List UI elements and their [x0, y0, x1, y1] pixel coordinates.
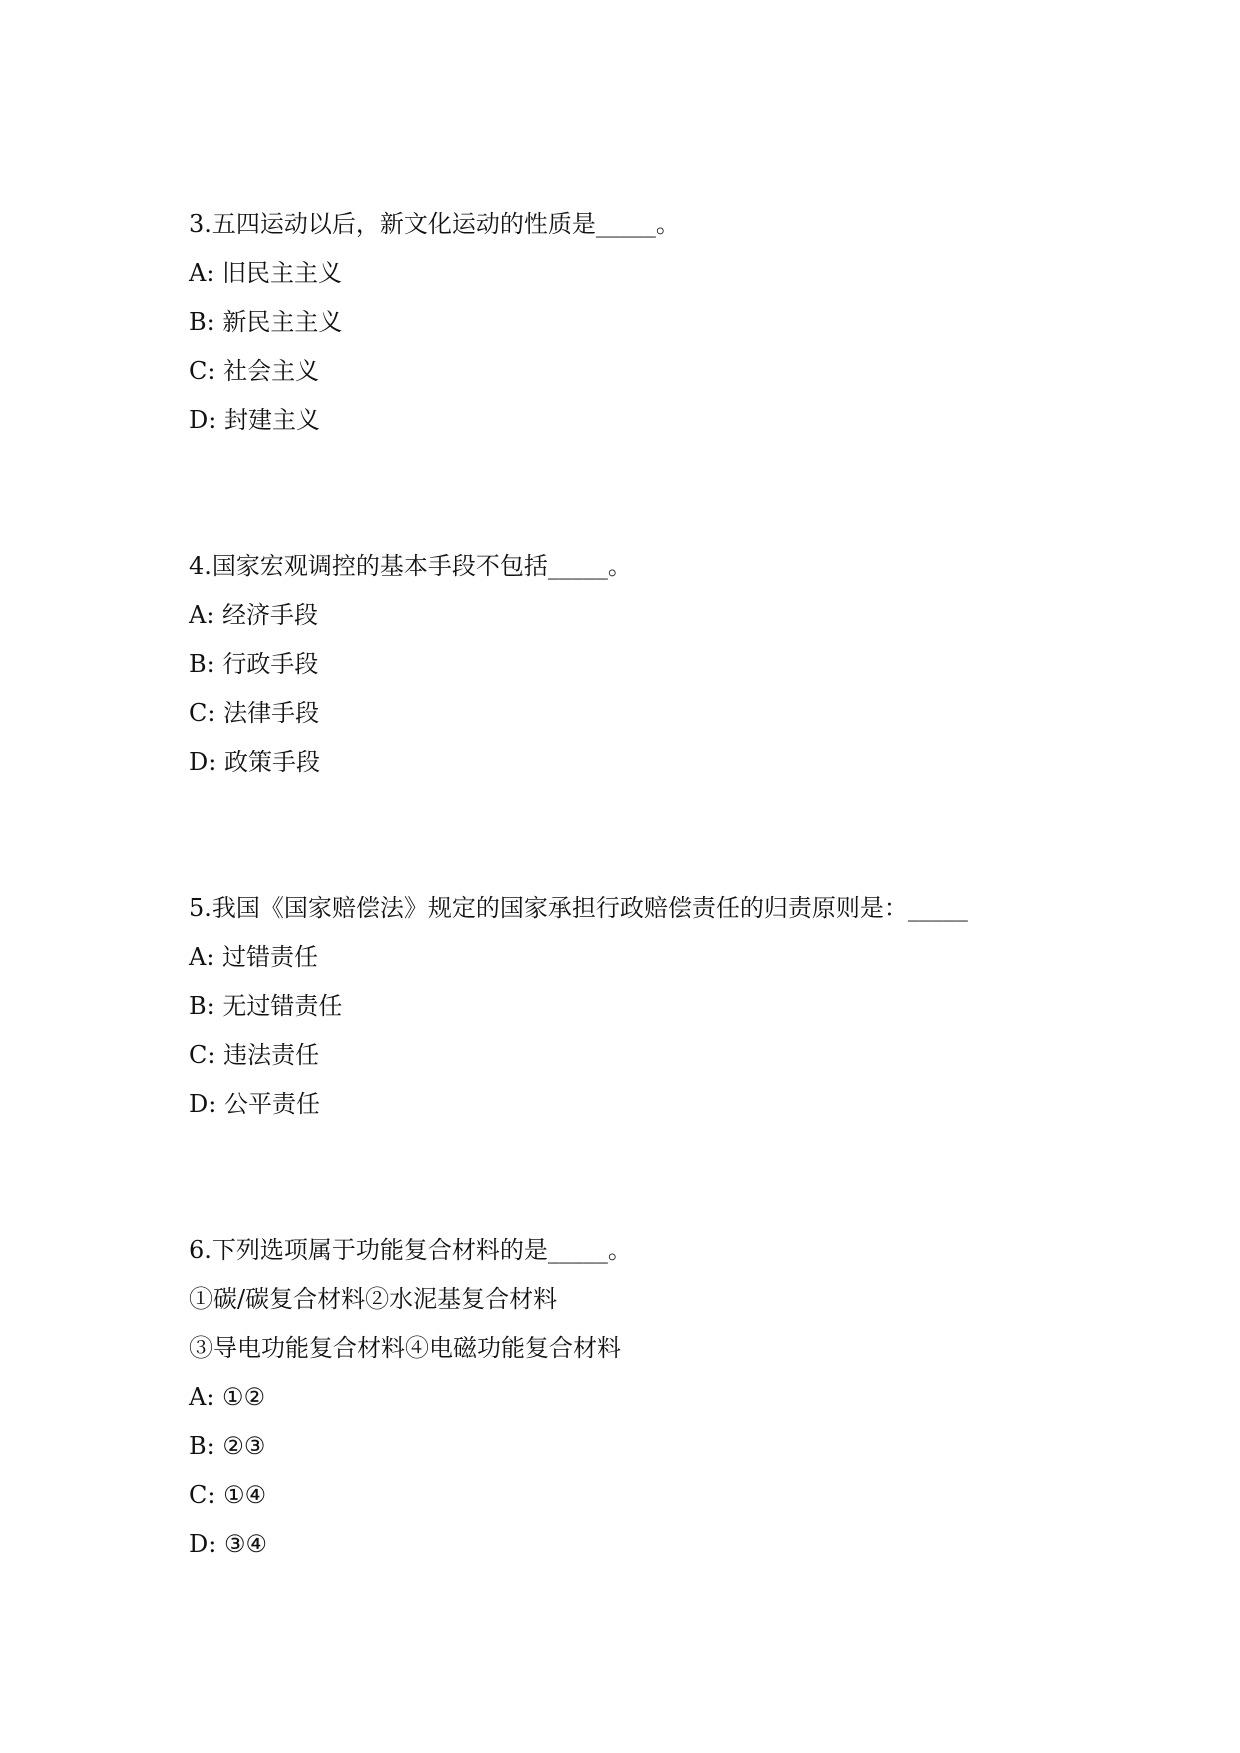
option-c: C: ①④	[189, 1481, 267, 1509]
option-a: A: 经济手段	[189, 601, 319, 629]
option-c: C: 社会主义	[189, 357, 320, 385]
question-stem: 5.我国《国家赔偿法》规定的国家承担行政赔偿责任的归责原则是：_____	[189, 894, 968, 922]
question-6	[189, 1226, 1089, 1569]
option-b: B: 行政手段	[189, 650, 319, 678]
option-b: B: 无过错责任	[189, 992, 343, 1020]
option-a: A: 旧民主主义	[189, 259, 343, 287]
question-stem: 6.下列选项属于功能复合材料的是_____。	[189, 1236, 632, 1264]
question-extra-line: ③导电功能复合材料④电磁功能复合材料	[189, 1334, 621, 1362]
option-c: C: 违法责任	[189, 1041, 320, 1069]
question-3	[189, 200, 1089, 445]
question-5	[189, 884, 1089, 1129]
question-4	[189, 542, 1089, 787]
question-stem: 4.国家宏观调控的基本手段不包括_____。	[189, 552, 632, 580]
option-d: D: 封建主义	[189, 406, 320, 434]
question-stem: 3.五四运动以后，新文化运动的性质是_____。	[189, 210, 680, 238]
option-d: D: 公平责任	[189, 1090, 320, 1118]
option-b: B: 新民主主义	[189, 308, 343, 336]
option-a: A: 过错责任	[189, 943, 319, 971]
option-d: D: 政策手段	[189, 748, 320, 776]
option-b: B: ②③	[189, 1432, 266, 1460]
question-extra-line: ①碳/碳复合材料②水泥基复合材料	[189, 1285, 558, 1313]
option-d: D: ③④	[189, 1530, 267, 1558]
option-a: A: ①②	[189, 1383, 266, 1411]
option-c: C: 法律手段	[189, 699, 320, 727]
